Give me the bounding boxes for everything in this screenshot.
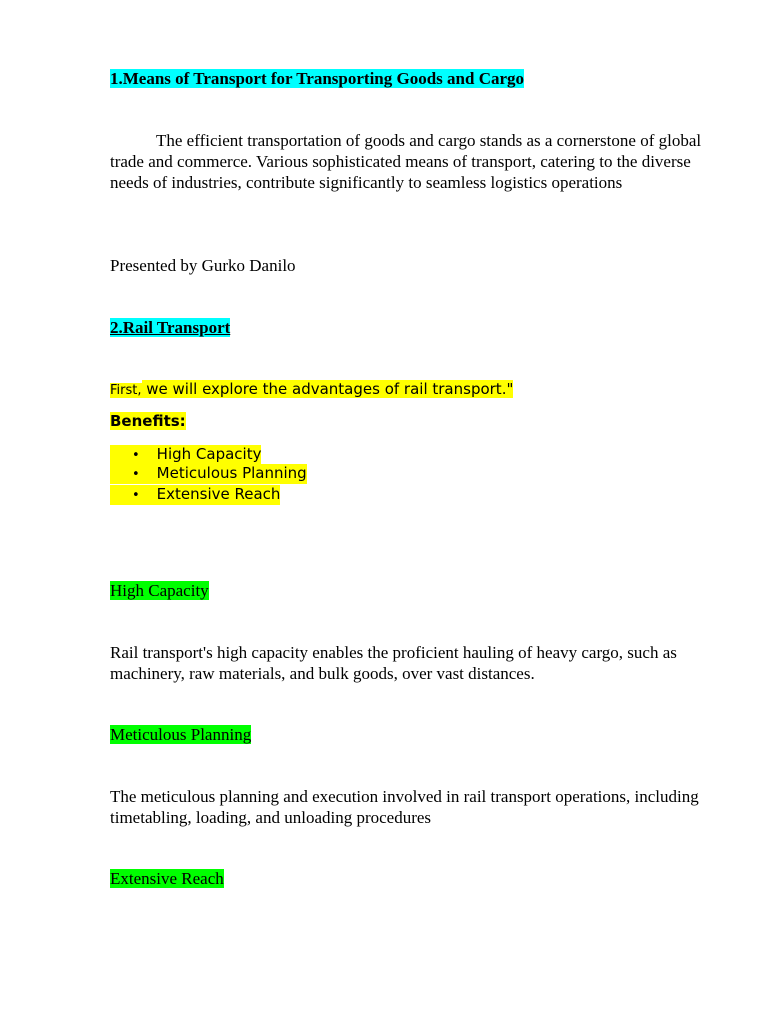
list-item: [110, 464, 307, 483]
subsection-heading-text: Extensive Reach: [110, 869, 224, 888]
section-heading: [110, 317, 230, 338]
subsection-heading-extensive-reach: [110, 868, 224, 889]
list-item-highlight: [110, 445, 261, 465]
document-title: [110, 68, 524, 89]
document-title-text: 1.Means of Transport for Transporting Goods and Cargo: [110, 69, 525, 88]
subsection-heading-text: Meticulous Planning: [110, 725, 252, 744]
list-item-label: Meticulous Planning: [156, 464, 307, 482]
bullet-icon: •: [132, 488, 140, 503]
rail-intro-rest: we will explore the advantages of rail transport.": [141, 380, 514, 398]
section-heading-text: 2.Rail Transport: [110, 318, 231, 337]
benefits-label: [110, 411, 186, 431]
bullet-icon: •: [132, 467, 140, 482]
list-item: [110, 445, 307, 464]
presenter-line: Presented by Gurko Danilo: [110, 256, 296, 275]
list-item-highlight: [110, 464, 307, 484]
subsection-body-meticulous-planning: The meticulous planning and execution involved in rail transport operations, including timetabling, loading, and unloading procedures: [110, 787, 699, 827]
rail-intro-first: First,: [110, 383, 142, 398]
bullet-icon: •: [132, 448, 140, 463]
subsection-heading-text: High Capacity: [110, 581, 209, 600]
list-item-label: Extensive Reach: [156, 485, 281, 503]
subsection-heading-meticulous-planning: [110, 724, 251, 745]
list-item-highlight: [110, 485, 280, 505]
list-item-label: High Capacity: [156, 445, 262, 463]
rail-intro-line: [110, 379, 513, 401]
subsection-body-high-capacity: Rail transport's high capacity enables the proficient hauling of heavy cargo, such as machinery, raw materials, and bulk goods, over vast distances.: [110, 643, 677, 683]
benefits-list: [110, 445, 307, 504]
benefits-label-text: Benefits:: [110, 412, 186, 430]
intro-paragraph: The efficient transportation of goods and cargo stands as a cornerstone of global trade and commerce. Various sophisticated means of transport, catering to the diverse needs of industries, contribute significantly to seamless logistics operations: [110, 131, 702, 192]
list-item: [110, 485, 307, 504]
subsection-heading-high-capacity: [110, 580, 209, 601]
